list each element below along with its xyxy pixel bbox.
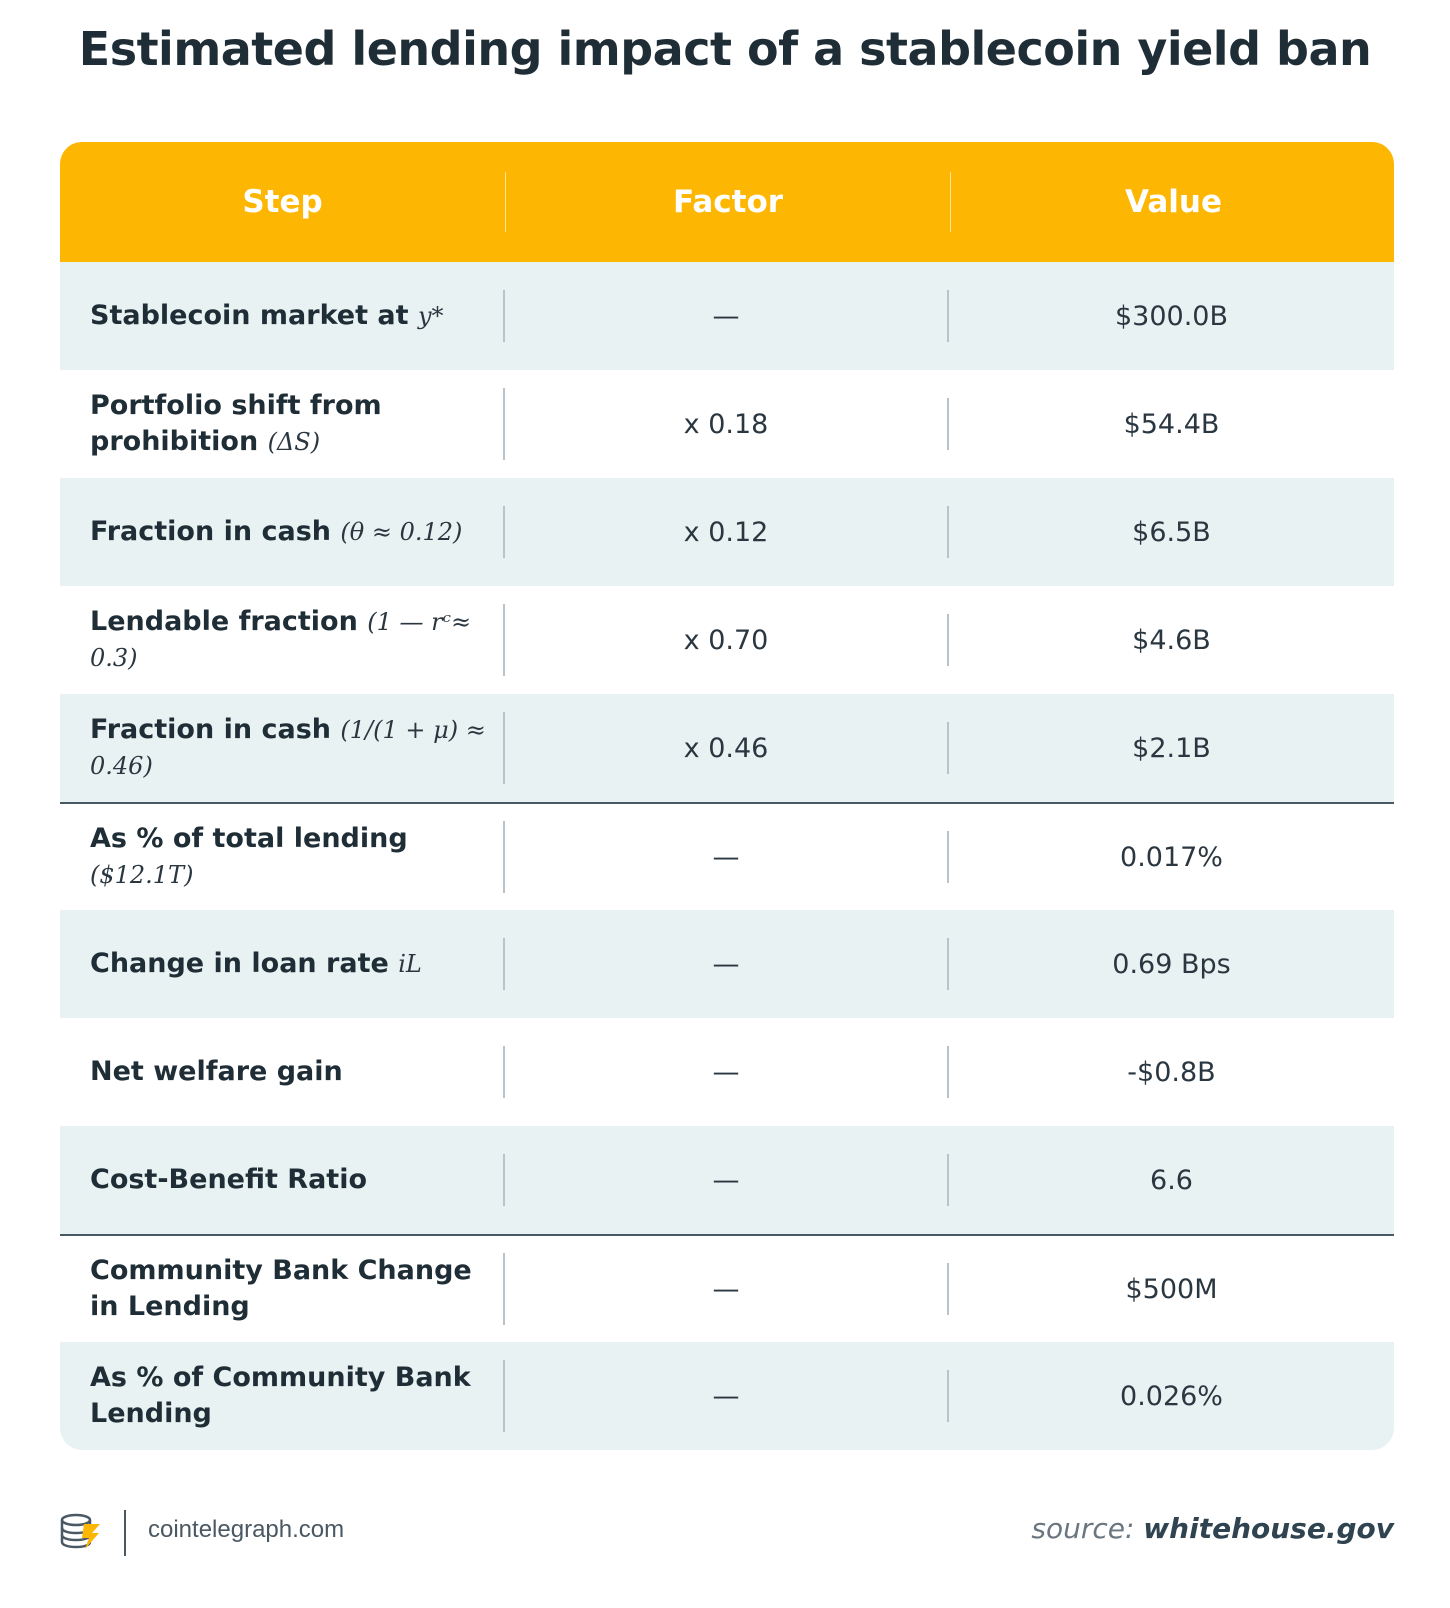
table-row xyxy=(60,910,1394,1018)
table-row xyxy=(60,1234,1394,1342)
value-cell: $2.1B xyxy=(1132,732,1211,764)
step-label: Net welfare gain xyxy=(90,1056,343,1087)
table-row xyxy=(60,586,1394,694)
table-row xyxy=(60,478,1394,586)
step-cell xyxy=(60,938,505,990)
source-credit xyxy=(1031,1512,1394,1545)
page-title: Estimated lending impact of a stablecoin yield ban xyxy=(78,22,1372,76)
value-cell: $6.5B xyxy=(1132,516,1211,548)
factor-cell: — xyxy=(505,938,949,990)
step-cell xyxy=(60,1360,505,1432)
table-row xyxy=(60,694,1394,802)
cointelegraph-logo-icon xyxy=(60,1512,104,1552)
step-label: As % of total lending xyxy=(90,823,408,854)
step-label: Stablecoin market at xyxy=(90,300,418,331)
value-cell: -$0.8B xyxy=(1127,1056,1216,1088)
step-label: Community Bank Change in Lending xyxy=(90,1255,472,1322)
step-cell xyxy=(60,1046,505,1098)
step-math: (ΔS) xyxy=(267,428,321,456)
factor-cell: — xyxy=(505,1263,949,1315)
step-cell xyxy=(60,506,505,558)
step-label: Fraction in cash xyxy=(90,714,341,745)
header-factor: Factor xyxy=(506,172,951,232)
step-math: iL xyxy=(398,950,422,978)
data-table xyxy=(60,142,1394,1450)
step-math: (1/(1 + μ) ≈ 0.46) xyxy=(90,716,486,780)
source-label: source: xyxy=(1031,1512,1144,1545)
footer-divider xyxy=(124,1510,126,1556)
value-cell: $500M xyxy=(1125,1273,1218,1305)
factor-cell: x 0.46 xyxy=(505,722,949,774)
step-label: Change in loan rate xyxy=(90,948,399,979)
table-row xyxy=(60,1126,1394,1234)
table-row xyxy=(60,370,1394,478)
value-cell: $300.0B xyxy=(1115,300,1228,332)
table-header xyxy=(60,142,1394,262)
value-cell: 0.026% xyxy=(1120,1380,1223,1412)
factor-cell: x 0.70 xyxy=(505,614,949,666)
step-math: (1 — rᶜ≈ 0.3) xyxy=(90,608,472,672)
site-name: cointelegraph.com xyxy=(148,1516,345,1543)
step-cell xyxy=(60,712,505,784)
value-cell: $4.6B xyxy=(1132,624,1211,656)
table-row xyxy=(60,802,1394,910)
step-math: y* xyxy=(417,302,444,330)
step-math: ($12.1T) xyxy=(90,861,194,889)
step-label: Portfolio shift from prohibition xyxy=(90,390,382,457)
step-label: Fraction in cash xyxy=(90,516,341,547)
step-cell xyxy=(60,821,505,893)
step-label: As % of Community Bank Lending xyxy=(90,1362,471,1429)
table-row xyxy=(60,1342,1394,1450)
value-cell: $54.4B xyxy=(1123,408,1220,440)
factor-cell: x 0.18 xyxy=(505,398,949,450)
value-cell: 6.6 xyxy=(1150,1164,1193,1196)
value-cell: 0.69 Bps xyxy=(1112,948,1231,980)
step-label: Cost-Benefit Ratio xyxy=(90,1164,368,1195)
factor-cell: — xyxy=(505,831,949,883)
value-cell: 0.017% xyxy=(1120,841,1223,873)
factor-cell: — xyxy=(505,1370,949,1422)
header-step: Step xyxy=(60,172,506,232)
step-cell xyxy=(60,388,505,460)
step-label: Lendable fraction xyxy=(90,606,368,637)
table-row xyxy=(60,1018,1394,1126)
factor-cell: — xyxy=(505,1154,949,1206)
step-cell xyxy=(60,1154,505,1206)
factor-cell: x 0.12 xyxy=(505,506,949,558)
source-domain: whitehouse.gov xyxy=(1143,1512,1394,1545)
header-value: Value xyxy=(1125,184,1222,220)
step-math: (θ ≈ 0.12) xyxy=(340,518,463,546)
factor-cell: — xyxy=(505,290,949,342)
footer xyxy=(60,1510,1394,1560)
step-cell xyxy=(60,1253,505,1325)
factor-cell: — xyxy=(505,1046,949,1098)
step-cell xyxy=(60,290,505,342)
table-row xyxy=(60,262,1394,370)
step-cell xyxy=(60,604,505,676)
